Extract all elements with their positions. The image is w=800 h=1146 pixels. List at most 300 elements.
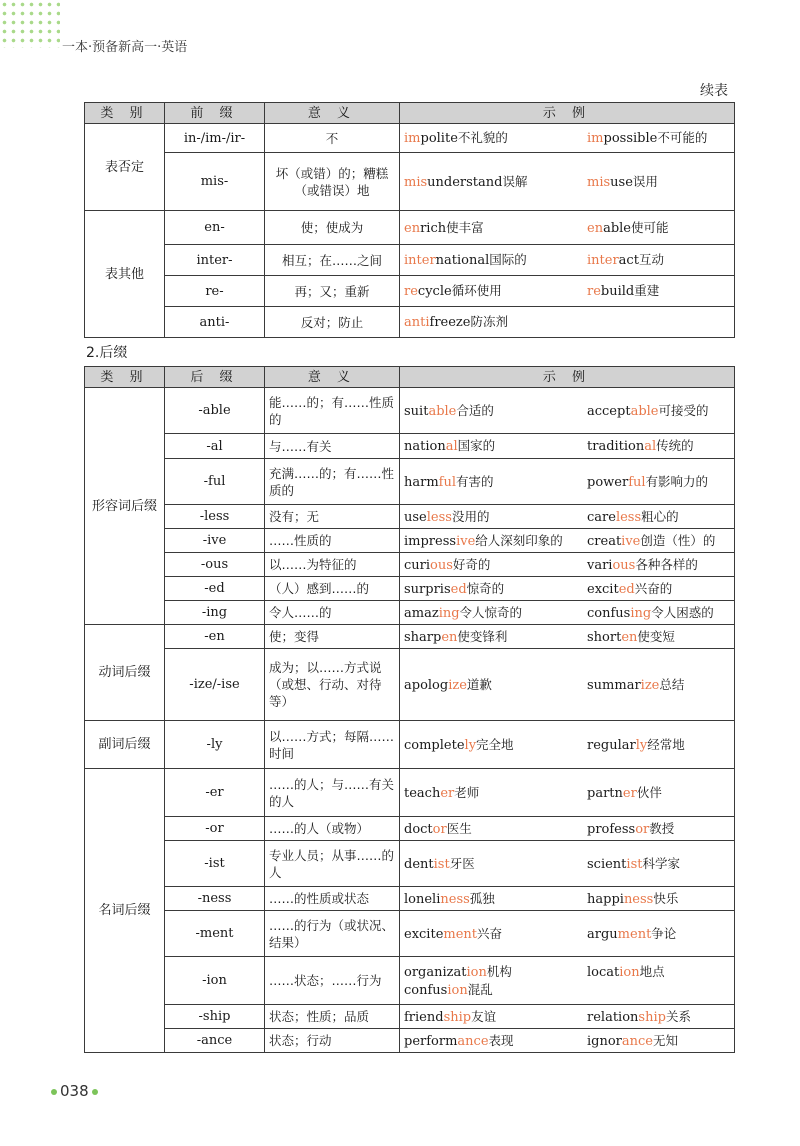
examples-left [404,437,587,455]
example-translation: 使可能 [631,219,669,235]
examples-cell [400,434,735,459]
example-affix-highlight: or [432,821,447,837]
example-stem: friend [404,1009,444,1025]
example-entry [404,983,493,998]
affix-cell: -ship [165,1005,265,1029]
example-stem: cycle [417,284,452,299]
example-translation: 粗心的 [641,508,679,524]
examples-pair [404,604,730,622]
example-stem: rich [420,220,447,236]
example-translation: 有害的 [456,473,494,489]
example-translation: 伙伴 [636,784,662,800]
example-entry [587,510,679,525]
example-stem: argu [587,926,618,942]
examples-cell [400,817,735,841]
example-stem: accept [587,403,631,419]
examples-left [404,508,587,526]
table-row [85,459,735,505]
meaning-cell: 充满……的；有……性质的 [265,459,400,505]
example-entry [587,439,694,454]
examples-left [404,1008,587,1026]
example-affix-highlight: ship [638,1009,666,1025]
examples-left [404,1032,587,1050]
example-stem: curi [404,557,431,573]
examples-right [587,604,714,622]
example-stem: confus [404,982,448,998]
table-row [85,841,735,887]
examples-cell [400,649,735,721]
example-translation: 争论 [651,925,677,941]
affix-cell: -able [165,388,265,434]
example-translation: 重建 [634,283,660,298]
examples-right [587,532,715,550]
example-translation: 没用的 [451,508,490,524]
example-affix-highlight: ness [440,891,470,907]
examples-pair [404,251,730,269]
example-affix-highlight: ly [464,737,477,753]
example-affix-highlight: ment [443,926,478,942]
examples-pair [404,580,730,598]
header-category: 类 别 [85,103,165,124]
affix-cell: re- [165,276,265,307]
example-translation: 关系 [665,1008,691,1024]
meaning-cell: ……的性质或状态 [265,887,400,911]
table-row [85,721,735,769]
example-stem: possible [603,131,658,146]
examples-left [404,963,587,999]
example-stem: partn [587,785,623,801]
example-translation: 令人困惑的 [651,604,714,620]
examples-pair [404,963,730,999]
example-translation: 老师 [454,784,480,800]
examples-pair [404,508,730,526]
example-entry [404,131,508,146]
example-entry [587,892,678,907]
examples-cell [400,1005,735,1029]
examples-right [587,173,658,191]
examples-pair [404,437,730,455]
examples-right [587,855,680,873]
example-entry [404,857,475,872]
affix-cell: -ment [165,911,265,957]
example-stem: suit [404,403,429,419]
table-row [85,601,735,625]
example-stem: doct [404,821,433,837]
header-affix: 前 缀 [165,103,265,124]
example-entry [587,965,665,980]
example-affix-highlight: ed [450,581,467,597]
table-row [85,817,735,841]
example-entry [404,630,507,645]
table-row [85,553,735,577]
example-affix-highlight: inter [587,253,619,268]
example-stem: summar [587,677,641,693]
table-row [85,276,735,307]
examples-right [587,820,674,838]
example-affix-highlight: ance [457,1033,489,1049]
affix-cell: -ous [165,553,265,577]
example-stem: dent [404,856,434,872]
table-row [85,388,735,434]
example-affix-highlight: ive [621,533,641,549]
example-translation: 传统的 [656,438,694,453]
examples-cell [400,1029,735,1053]
table-row [85,625,735,649]
example-stem: polite [420,131,458,146]
example-translation: 给人深刻印象的 [475,532,563,548]
examples-right [587,556,698,574]
example-stem: understand [427,174,503,190]
example-affix-highlight: en [621,629,638,645]
example-entry [404,510,489,525]
example-translation: 创造（性）的 [640,532,716,548]
example-stem: act [618,253,639,268]
affix-cell: -ful [165,459,265,505]
examples-right [587,129,707,147]
example-entry [404,927,502,942]
examples-right [587,963,665,999]
examples-pair [404,219,730,237]
example-affix-highlight: en [587,220,604,236]
examples-pair [404,129,730,147]
examples-pair [404,532,730,550]
examples-cell [400,459,735,505]
examples-right [587,925,676,943]
examples-pair [404,1008,730,1026]
example-entry [404,221,484,236]
example-stem: ignor [587,1033,622,1049]
meaning-cell: 再；又；重新 [265,276,400,307]
example-affix-highlight: able [428,403,457,419]
example-affix-highlight: ful [438,474,457,490]
examples-pair [404,890,730,908]
category-cell: 动词后缀 [85,625,165,721]
example-entry [404,558,490,573]
examples-pair [404,628,730,646]
example-stem: creat [587,533,622,549]
example-stem: harm [404,474,439,490]
page-number-text: 038 [60,1082,89,1100]
meaning-cell: 与……有关 [265,434,400,459]
example-translation: 道歉 [466,676,492,692]
example-translation: 使变短 [637,628,675,644]
meaning-cell: 能……的；有……性质的 [265,388,400,434]
table-row [85,1005,735,1029]
examples-pair [404,173,730,191]
meaning-cell: 以……方式；每隔……时间 [265,721,400,769]
meaning-cell: （人）感到……的 [265,577,400,601]
affix-cell: -less [165,505,265,529]
examples-cell [400,625,735,649]
example-translation: 科学家 [642,855,680,871]
table-row [85,211,735,245]
example-entry [587,786,662,801]
example-translation: 快乐 [653,890,679,906]
meaning-cell: ……的人（或物） [265,817,400,841]
examples-right [587,402,709,420]
example-entry [587,927,676,942]
example-affix-highlight: ed [618,581,635,597]
example-translation: 可接受的 [658,402,709,418]
example-entry [587,606,714,621]
example-affix-highlight: al [445,439,458,454]
example-affix-highlight: ance [621,1033,654,1049]
affix-cell: -ion [165,957,265,1005]
example-translation: 无知 [653,1032,679,1048]
example-entry [404,1010,496,1025]
example-stem: teach [404,785,441,801]
examples-cell [400,307,735,338]
example-stem: organizat [404,964,467,980]
example-affix-highlight: less [615,509,642,525]
example-entry [587,857,680,872]
example-entry [404,439,495,454]
examples-right [587,251,664,269]
example-affix-highlight: mis [404,174,428,190]
affix-cell: -al [165,434,265,459]
category-cell: 名词后缀 [85,769,165,1053]
example-stem: power [587,474,629,490]
examples-pair [404,473,730,491]
example-stem: impress [404,533,457,549]
examples-cell [400,124,735,153]
meaning-cell: 相互；在……之间 [265,245,400,276]
example-entry [587,131,707,146]
meaning-cell: ……状态；……行为 [265,957,400,1005]
example-translation: 防冻剂 [470,314,508,329]
examples-pair [404,1032,730,1050]
example-stem: excit [587,581,619,597]
example-translation: 地点 [639,963,665,979]
example-stem: amaz [404,605,439,621]
example-entry [404,965,512,980]
example-affix-highlight: er [622,785,637,801]
example-entry [587,404,709,419]
affix-cell: en- [165,211,265,245]
example-translation: 使丰富 [446,219,484,235]
meaning-cell: 以……为特征的 [265,553,400,577]
examples-cell [400,887,735,911]
example-entry [587,1034,678,1049]
examples-right [587,508,679,526]
example-affix-highlight: ize [640,677,660,693]
table-row [85,124,735,153]
header-meaning: 意 义 [265,367,400,388]
example-affix-highlight: ous [612,557,636,573]
examples-right [587,580,672,598]
example-stem: use [404,509,427,525]
examples-right [587,1032,678,1050]
example-affix-highlight: im [587,131,604,146]
example-affix-highlight: ful [628,474,646,490]
example-entry [404,582,504,597]
example-translation: 不礼貌的 [457,130,508,145]
page-dot-left [51,1089,57,1095]
examples-left [404,580,587,598]
example-translation: 经常地 [647,736,685,752]
examples-cell [400,388,735,434]
example-stem: build [600,284,635,299]
example-affix-highlight: ous [430,557,453,573]
table-row [85,245,735,276]
example-affix-highlight: or [635,821,650,837]
affix-cell: inter- [165,245,265,276]
table-row [85,911,735,957]
example-affix-highlight: ion [447,982,468,998]
example-stem: able [603,220,632,236]
example-entry [587,475,708,490]
example-affix-highlight: en [441,629,458,645]
table-row [85,153,735,211]
continued-label: 续表 [700,83,728,99]
examples-cell [400,245,735,276]
meaning-cell: 使；使成为 [265,211,400,245]
affix-cell: -ize/-ise [165,649,265,721]
example-stem: happi [587,891,624,907]
example-affix-highlight: mis [587,174,611,190]
example-translation: 兴奋 [477,925,503,941]
page-number [48,1082,101,1100]
example-translation: 总结 [659,676,685,692]
examples-left [404,402,587,420]
affix-cell: -ist [165,841,265,887]
table-row [85,649,735,721]
examples-cell [400,841,735,887]
example-entry [587,1010,691,1025]
meaning-cell: ……的人；与……有关的人 [265,769,400,817]
examples-left [404,173,587,191]
examples-cell [400,153,735,211]
affix-cell: mis- [165,153,265,211]
example-stem: loneli [404,891,441,907]
affix-cell: -ance [165,1029,265,1053]
affix-cell: anti- [165,307,265,338]
example-affix-highlight: able [630,403,659,419]
examples-right [587,219,669,237]
example-stem: national [435,253,490,268]
example-entry [404,253,527,268]
example-translation: 互动 [638,252,664,267]
example-stem: scient [587,856,627,872]
examples-left [404,604,587,622]
example-stem: care [587,509,616,525]
meaning-cell: 专业人员；从事……的人 [265,841,400,887]
examples-left [404,820,587,838]
suffix-table [84,366,735,1053]
examples-right [587,784,662,802]
example-translation: 医生 [446,820,472,836]
example-entry [404,1034,514,1049]
example-affix-highlight: less [426,509,452,525]
example-affix-highlight: re [404,284,418,299]
example-translation: 误用 [632,173,658,189]
examples-cell [400,577,735,601]
example-translation: 循环使用 [451,283,502,298]
examples-cell [400,601,735,625]
example-entry [587,253,664,268]
examples-left [404,282,587,300]
meaning-cell: 没有；无 [265,505,400,529]
example-affix-highlight: ist [626,856,643,872]
example-stem: nation [404,439,446,454]
examples-pair [404,820,730,838]
example-translation: 使变锋利 [457,628,508,644]
affix-cell: -er [165,769,265,817]
example-translation: 令人惊奇的 [459,604,523,620]
table-row [85,887,735,911]
example-entry [587,822,674,837]
example-entry [587,284,659,299]
affix-cell: -ly [165,721,265,769]
example-affix-highlight: ive [456,533,476,549]
affix-cell: -ed [165,577,265,601]
examples-left [404,219,587,237]
examples-cell [400,276,735,307]
example-translation: 国际的 [489,252,527,267]
examples-pair [404,736,730,754]
example-affix-highlight: en [404,220,421,236]
example-translation: 误解 [502,173,528,189]
examples-left [404,556,587,574]
example-stem: short [587,629,622,645]
example-stem: apolog [404,677,449,693]
examples-left [404,784,587,802]
example-entry [587,221,669,236]
example-entry [587,630,675,645]
example-translation: 好奇的 [452,556,491,572]
example-translation: 各种各样的 [635,556,698,572]
header-meaning: 意 义 [265,103,400,124]
examples-left [404,736,587,754]
example-stem: tradition [587,439,645,454]
example-translation: 牙医 [449,855,475,871]
examples-cell [400,553,735,577]
table-row [85,307,735,338]
example-translation: 教授 [649,820,675,836]
example-affix-highlight: ion [619,964,640,980]
table-row [85,957,735,1005]
example-translation: 兴奋的 [634,580,673,596]
meaning-cell: 使；变得 [265,625,400,649]
examples-right [587,1008,691,1026]
example-entry [404,315,508,330]
example-stem: relation [587,1009,639,1025]
example-entry [404,678,492,693]
examples-cell [400,505,735,529]
header-affix: 后 缀 [165,367,265,388]
example-translation: 惊奇的 [466,580,505,596]
example-stem: surpris [404,581,451,597]
example-translation: 有影响力的 [645,473,709,489]
example-translation: 合适的 [456,402,494,418]
example-affix-highlight: ize [448,677,467,693]
examples-right [587,282,659,300]
example-stem: freeze [429,315,471,330]
example-translation: 混乱 [467,981,493,997]
example-entry [404,284,502,299]
book-title: 一本·预备新高一·英语 [62,40,188,55]
table-row [85,434,735,459]
meaning-cell: 状态；行动 [265,1029,400,1053]
examples-pair [404,925,730,943]
examples-left [404,473,587,491]
example-affix-highlight: ment [617,926,652,942]
example-translation: 完全地 [476,736,514,752]
example-affix-highlight: ion [466,964,487,980]
examples-left [404,313,587,331]
decorative-dots [0,0,60,48]
examples-cell [400,529,735,553]
